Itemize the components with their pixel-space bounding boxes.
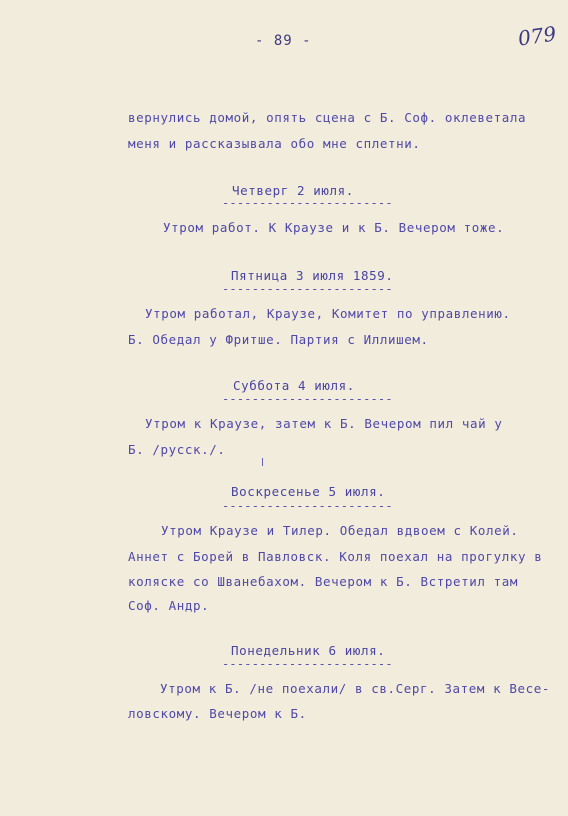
heading-underline: ----------------------- — [222, 196, 393, 210]
text-line: коляске со Шванебахом. Вечером к Б. Встретил там — [128, 574, 519, 589]
date-heading: Воскресенье 5 июля. — [231, 484, 386, 499]
text-line: Утром к Краузе, затем к Б. Вечером пил чай у — [145, 416, 503, 431]
text-line: Соф. Андр. — [128, 598, 210, 613]
text-line: Утром работ. К Краузе и к Б. Вечером тоже. — [163, 220, 505, 235]
heading-underline: ----------------------- — [222, 282, 393, 296]
date-heading: Четверг 2 июля. — [232, 183, 354, 198]
text-line: вернулись домой, опять сцена с Б. Соф. оклеветала — [128, 110, 527, 125]
date-heading: Понедельник 6 июля. — [231, 643, 386, 658]
stray-ink-mark — [262, 458, 263, 466]
page-number: - 89 - — [255, 33, 312, 49]
text-line: Б. Обедал у Фритше. Партия с Иллишем. — [128, 332, 429, 347]
heading-underline: ----------------------- — [222, 499, 393, 513]
text-line: Утром Краузе и Тилер. Обедал вдвоем с Колей. — [161, 523, 519, 538]
heading-underline: ----------------------- — [222, 392, 393, 406]
date-heading: Суббота 4 июля. — [233, 378, 355, 393]
text-line: ловскому. Вечером к Б. — [128, 706, 307, 721]
archive-number-handwritten: 079 — [516, 21, 558, 51]
text-line: Б. /русск./. — [128, 442, 226, 457]
text-line: меня и рассказывала обо мне сплетни. — [128, 136, 421, 151]
date-heading: Пятница 3 июля 1859. — [231, 268, 394, 283]
text-line: Аннет с Борей в Павловск. Коля поехал на прогулку в — [128, 549, 543, 564]
text-line: Утром работал, Краузе, Комитет по управлению. — [145, 306, 511, 321]
heading-underline: ----------------------- — [222, 657, 393, 671]
text-line: Утром к Б. /не поехали/ в св.Серг. Затем к Весе- — [160, 681, 551, 696]
